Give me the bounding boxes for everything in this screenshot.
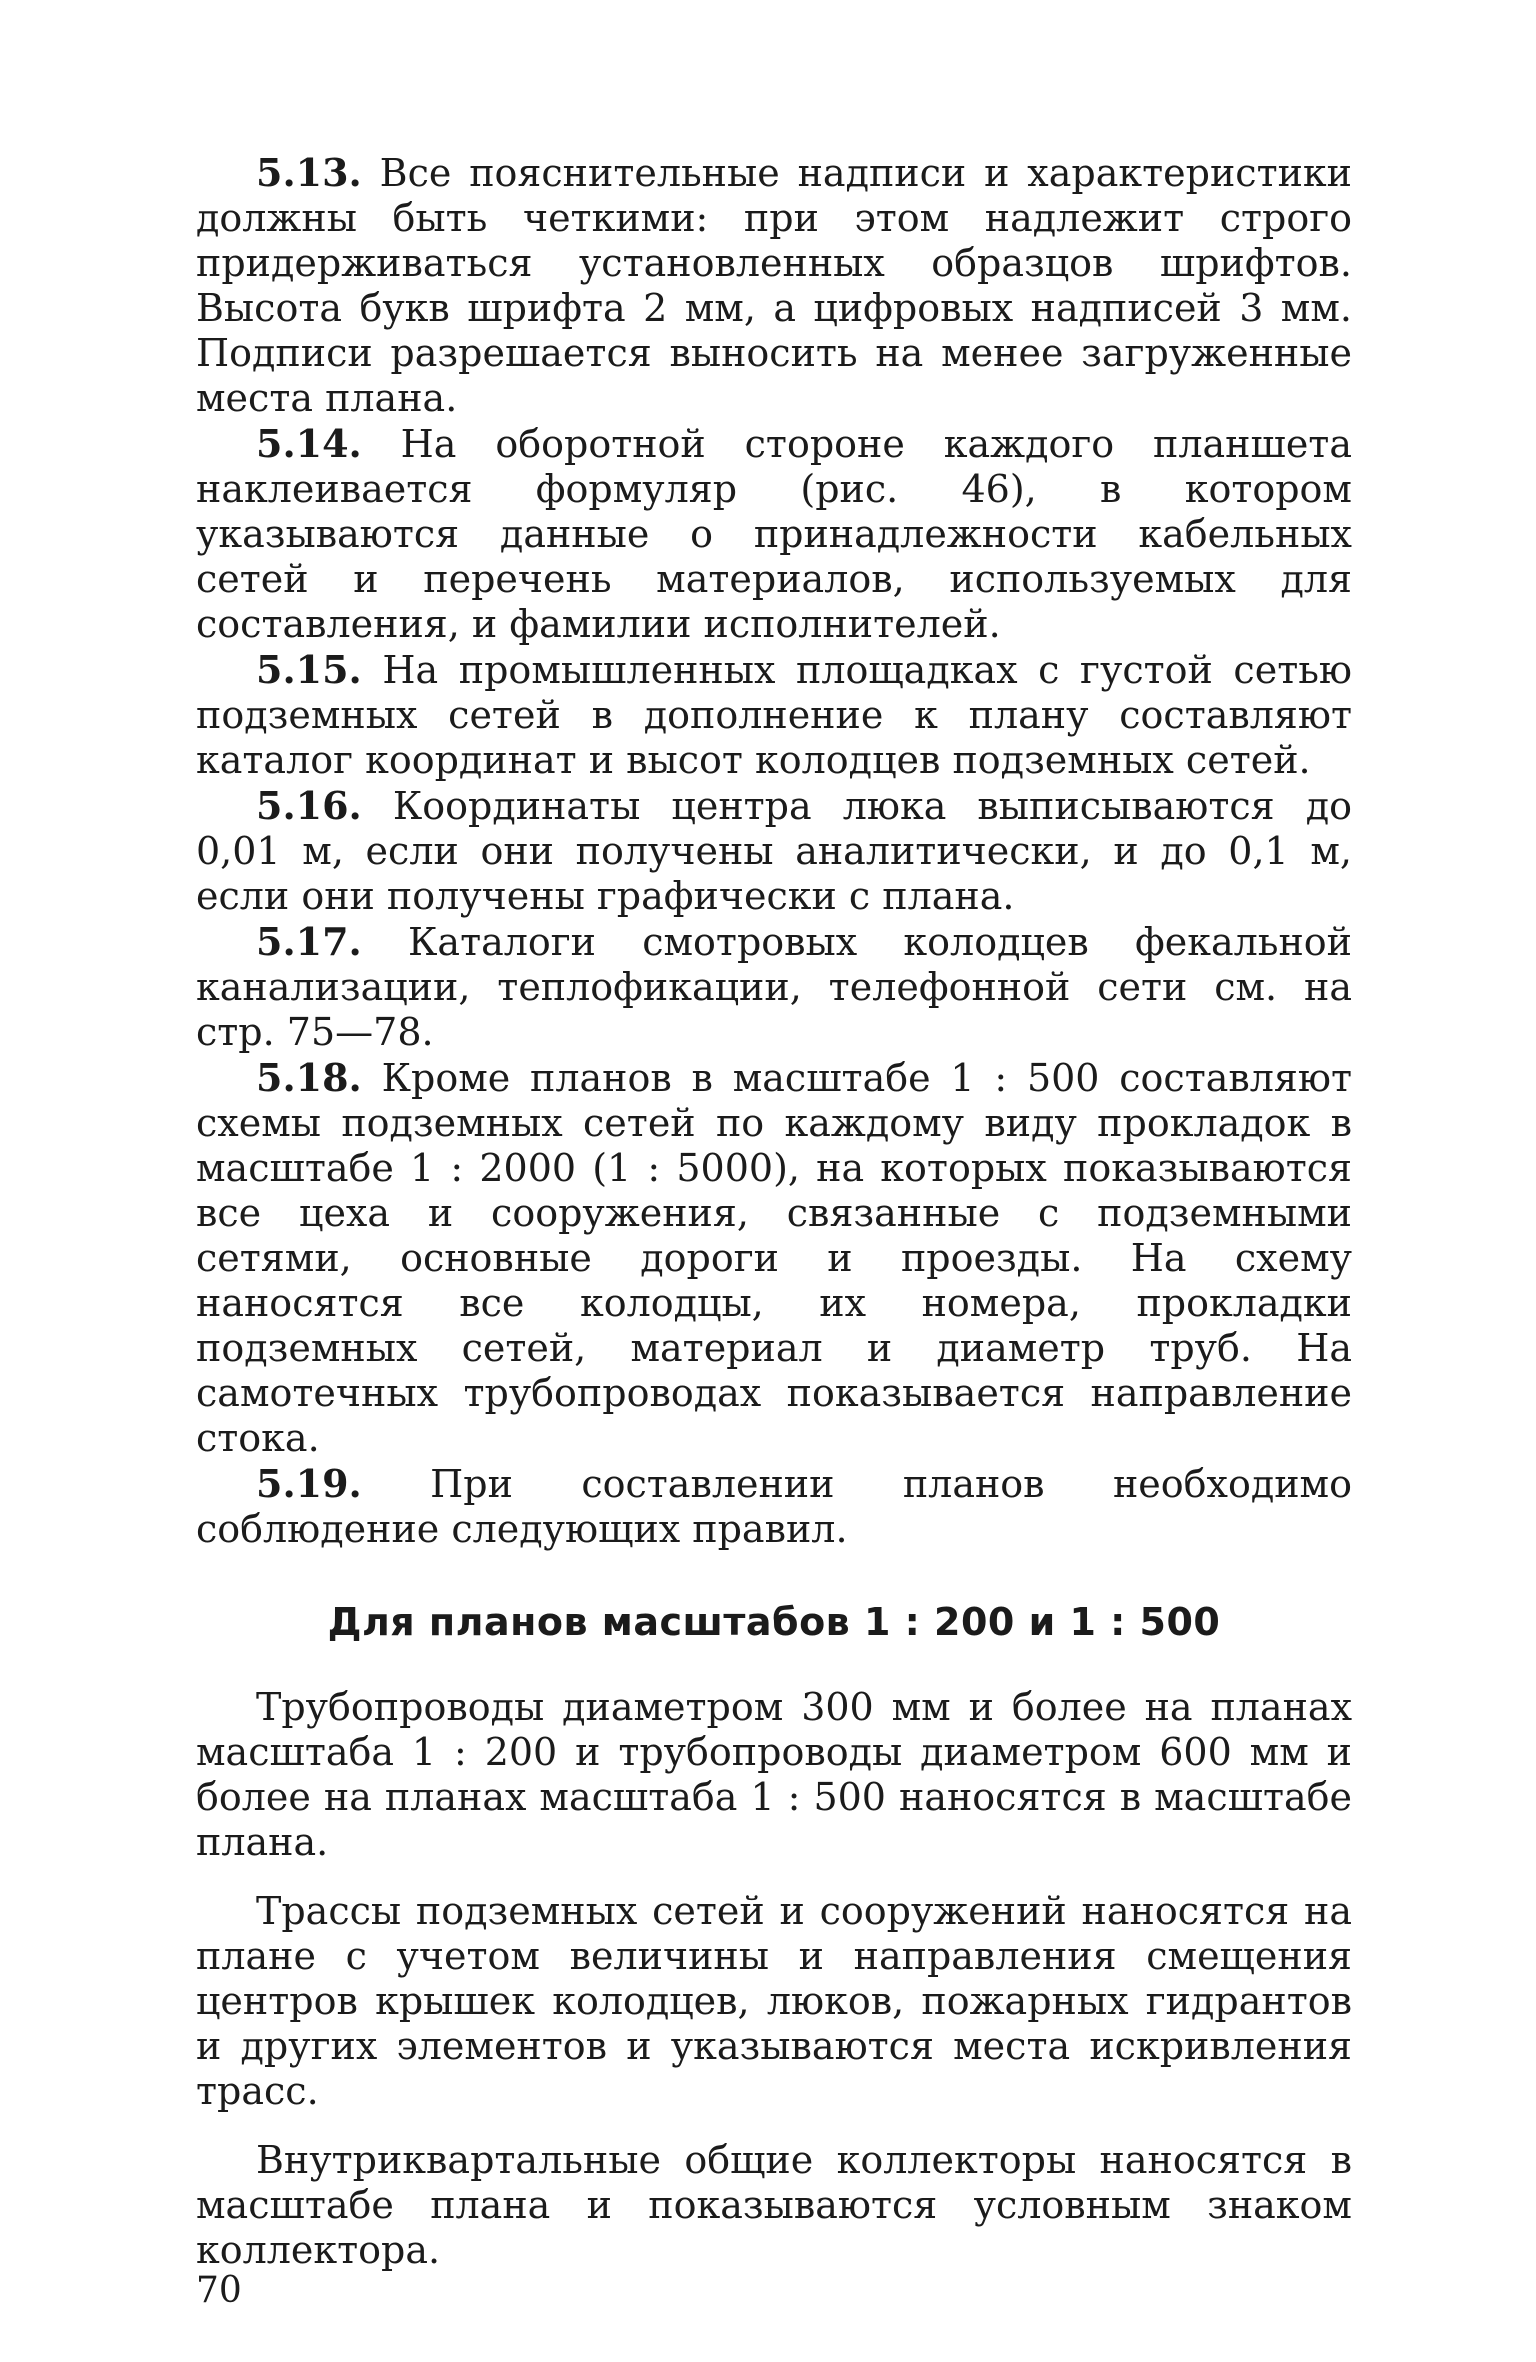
paragraph-number: 5.13.	[256, 150, 362, 195]
paragraph-number: 5.18.	[256, 1055, 362, 1100]
paragraph-5-18	[196, 1055, 1352, 1461]
paragraph-text: При составлении планов необходимо соблюдение следующих правил.	[196, 1462, 1352, 1551]
paragraph-5-19	[196, 1461, 1352, 1552]
paragraph-text: Все пояснительные надписи и характеристики должны быть четкими: при этом надлежит строго придерживаться установленных образцов шрифтов. Высота букв шрифта 2 мм, а цифровых надписей 3 мм. Подписи разрешается выносить на менее загруженные места плана.	[196, 151, 1352, 420]
paragraph-number: 5.19.	[256, 1461, 362, 1506]
rule-paragraph: Внутриквартальные общие коллекторы наносятся в масштабе плана и показываются условным знаком коллектора.	[196, 2138, 1352, 2272]
paragraph-text: Каталоги смотровых колодцев фекальной канализации, теплофикации, телефонной сети см. на стр. 75—78.	[196, 920, 1352, 1054]
paragraph-5-15	[196, 647, 1352, 783]
paragraph-number: 5.14.	[256, 421, 362, 466]
paragraph-text: Координаты центра люка выписываются до 0,01 м, если они получены аналитически, и до 0,1 м, если они получены графически с плана.	[196, 784, 1352, 918]
paragraph-number: 5.17.	[256, 919, 362, 964]
paragraph-5-13	[196, 150, 1352, 421]
paragraph-number: 5.16.	[256, 783, 362, 828]
rule-paragraph: Трубопроводы диаметром 300 мм и более на планах масштаба 1 : 200 и трубопроводы диаметром 600 мм и более на планах масштаба 1 : 500 наносятся в масштабе плана.	[196, 1685, 1352, 1864]
section-heading: Для планов масштабов 1 : 200 и 1 : 500	[327, 1600, 1221, 1644]
paragraph-number: 5.15.	[256, 647, 362, 692]
paragraph-text: На промышленных площадках с густой сетью подземных сетей в дополнение к плану составляют каталог координат и высот колодцев подземных сетей.	[196, 648, 1352, 782]
paragraph-text: Кроме планов в масштабе 1 : 500 составляют схемы подземных сетей по каждому виду прокладок в масштабе 1 : 2000 (1 : 5000), на которых показываются все цеха и сооружения, связанные с подземными сетями, основные дороги и проезды. На схему наносятся все колодцы, их номера, прокладки подземных сетей, материал и диаметр труб. На самотечных трубопроводах показывается направление стока.	[196, 1056, 1352, 1460]
paragraph-5-17	[196, 919, 1352, 1055]
paragraph-5-14	[196, 421, 1352, 647]
page-content	[196, 150, 1352, 2297]
paragraph-text: На оборотной стороне каждого планшета наклеивается формуляр (рис. 46), в котором указываются данные о принадлежности кабельных сетей и перечень материалов, используемых для составления, и фамилии исполнителей.	[196, 422, 1352, 646]
page-number: 70	[196, 2270, 242, 2311]
paragraph-5-16	[196, 783, 1352, 919]
rule-paragraph: Трассы подземных сетей и сооружений наносятся на плане с учетом величины и направления смещения центров крышек колодцев, люков, пожарных гидрантов и других элементов и указываются места искривления трасс.	[196, 1889, 1352, 2113]
